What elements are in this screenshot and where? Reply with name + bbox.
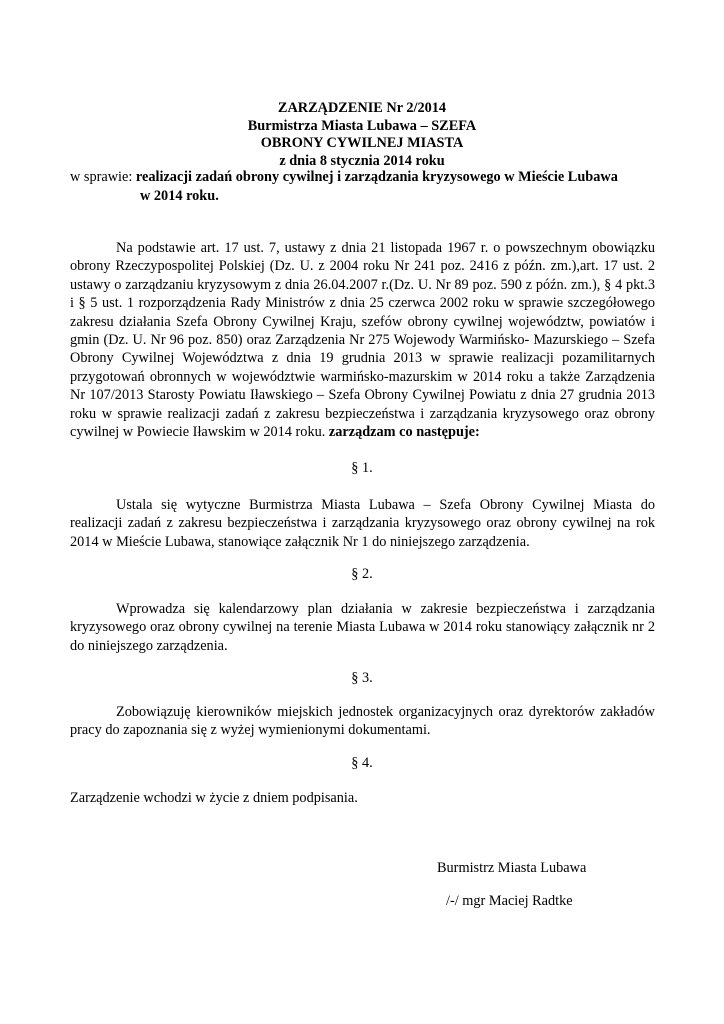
signature-name: /-/ mgr Maciej Radtke xyxy=(446,893,573,909)
subject-line-2: w 2014 roku. xyxy=(140,188,219,204)
section-4-mark: § 4. xyxy=(351,755,373,771)
subject-block xyxy=(70,168,660,206)
document-title: ZARZĄDZENIE Nr 2/2014 xyxy=(277,100,447,116)
section-1-text: Ustala się wytyczne Burmistrza Miasta Lubawa – Szefa Obrony Cywilnej Miasta do realizacji zadań z zakresu bezpieczeństwa i zarządzania kryzysowego oraz obrony cywilnej na rok 2014 w Mieście Lubawa, stanowiące załącznik Nr 1 do niniejszego zarządzenia. xyxy=(70,497,655,550)
section-2-text: Wprowadza się kalendarzowy plan działania w zakresie bezpieczeństwa i zarządzania kryzysowego oraz obrony cywilnej na terenie Miasta Lubawa w 2014 roku stanowiący załącznik nr 2 do niniejszego zarządzenia. xyxy=(70,601,655,654)
signature-title: Burmistrz Miasta Lubawa xyxy=(437,860,587,876)
issuer-role-line: OBRONY CYWILNEJ MIASTA xyxy=(260,135,464,151)
document-date: z dnia 8 stycznia 2014 roku xyxy=(279,152,445,169)
section-3-text: Zobowiązuję kierowników miejskich jednostek organizacyjnych oraz dyrektorów zakładów pracy do zapoznania się z wyżej wymienionymi dokumentami. xyxy=(70,704,655,739)
section-1-mark: § 1. xyxy=(351,460,373,476)
preamble-closing: zarządzam co następuje: xyxy=(328,424,480,441)
document-header xyxy=(0,100,724,170)
section-3-mark: § 3. xyxy=(351,670,373,686)
subject-line-1: realizacji zadań obrony cywilnej i zarządzania kryzysowego w Mieście Lubawa xyxy=(135,169,618,185)
section-4-text: Zarządzenie wchodzi w życie z dniem podpisania. xyxy=(70,790,358,806)
subject-lead: w sprawie: xyxy=(70,169,133,185)
issuer-line: Burmistrza Miasta Lubawa – SZEFA xyxy=(247,117,477,134)
section-2-mark: § 2. xyxy=(351,566,373,582)
preamble-paragraph xyxy=(70,239,655,441)
preamble-text: Na podstawie art. 17 ust. 7, ustawy z dnia 21 listopada 1967 r. o powszechnym obowiązku obrony Rzeczypospolitej Polskiej (Dz. U. z 2004 roku Nr 241 poz. 2416 z późn. zm.),art. 17 ust. 2 ustawy o zarządzaniu kryzysowym z dnia 26.04.2007 r.(Dz. U. Nr 89 poz. 590 z późn. zm.), § 4 pkt.3 i § 5 ust. 1 rozporządzenia Rady Ministrów z dnia 25 czerwca 2002 roku w sprawie szczegółowego zakresu działania Szefa Obrony Cywilnej Kraju, szefów obrony cywilnej województw, powiatów i gmin (Dz. U. Nr 96 poz. 850) oraz Zarządzenia Nr 275 Wojewody Warmińsko- Mazurskiego – Szefa Obrony Cywilnej Województwa z dnia 19 grudnia 2013 w sprawie realizacji pozamilitarnych przygotowań obronnych w województwie warmińsko-mazurskim w 2014 roku a także Zarządzenia Nr 107/2013 Starosty Powiatu Iławskiego – Szefa Obrony Cywilnej Powiatu z dnia 27 grudnia 2013 roku w sprawie realizacji zadań z zakresu bezpieczeństwa i zarządzania kryzysowego oraz obrony cywilnej w Powiecie Iławskim w 2014 roku. xyxy=(70,240,655,441)
